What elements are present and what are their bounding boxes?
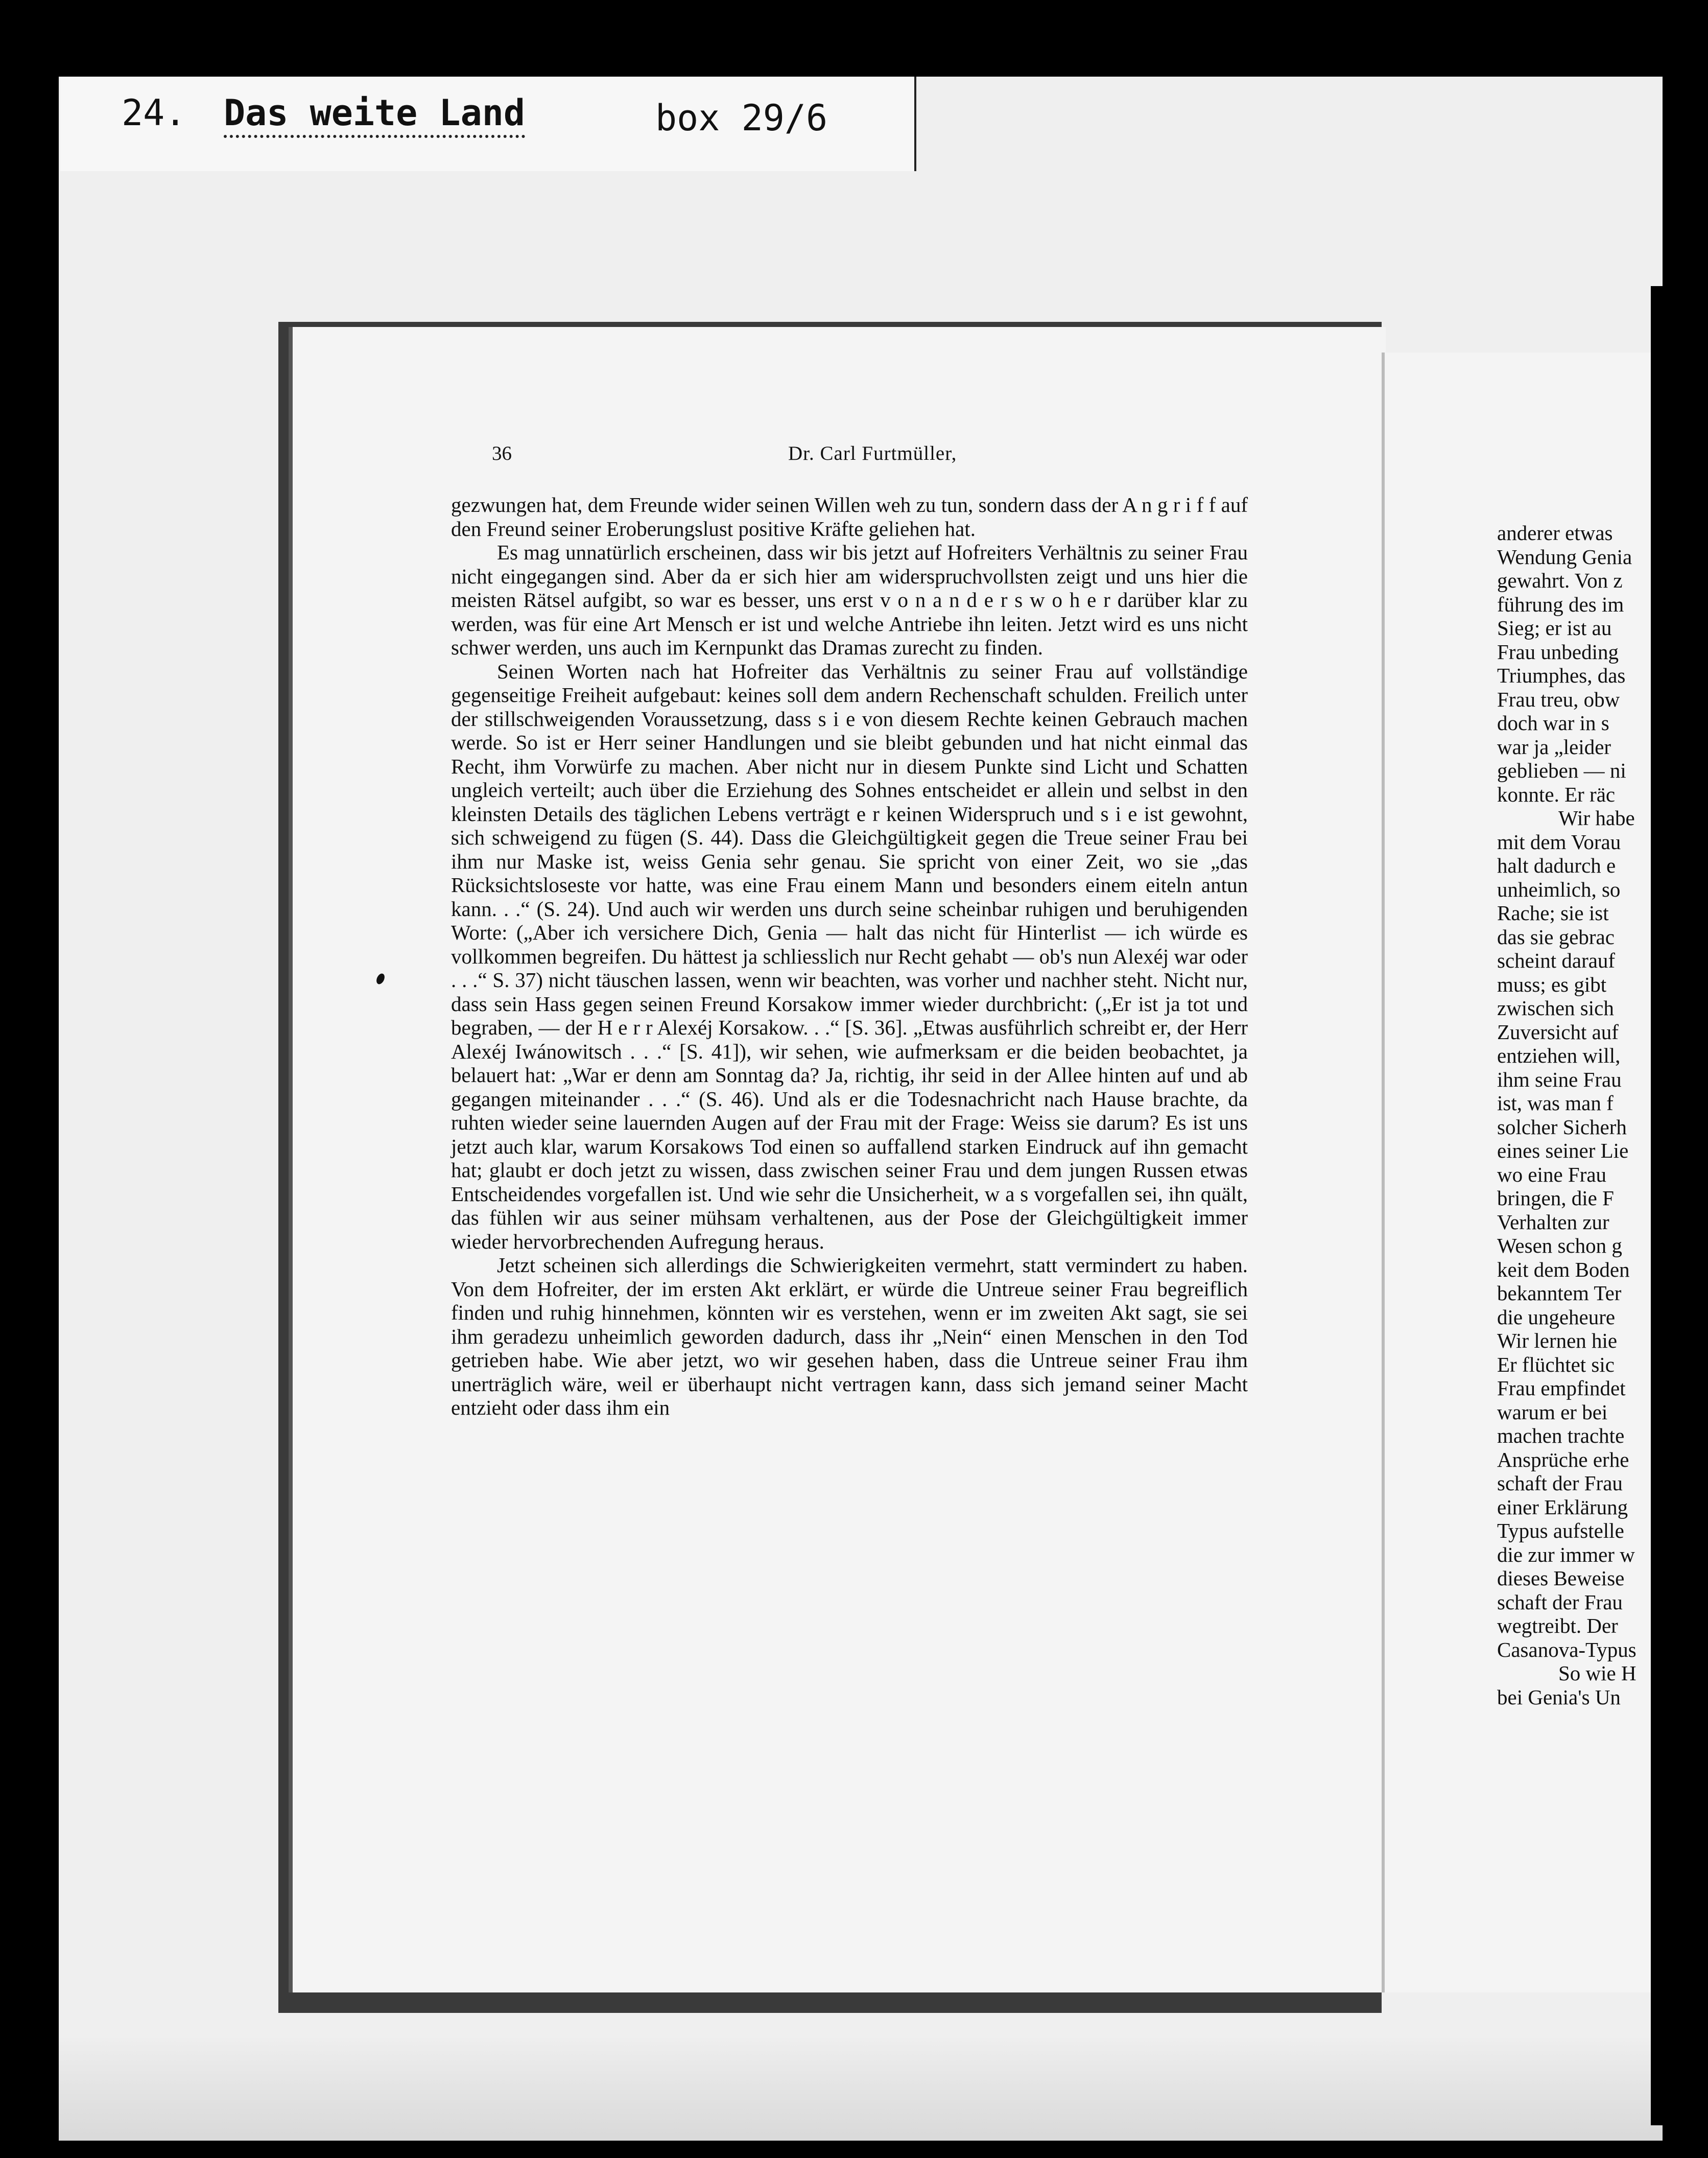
label-number: 24. bbox=[122, 92, 186, 134]
facing-page-line: Wesen schon g bbox=[1497, 1234, 1622, 1257]
facing-page-line: schaft der Frau bbox=[1497, 1471, 1623, 1495]
facing-page-line: halt dadurch e bbox=[1497, 854, 1616, 877]
facing-page-line: Er flüchtet sic bbox=[1497, 1352, 1615, 1376]
page-header bbox=[492, 442, 1391, 473]
film-edge bbox=[1651, 286, 1708, 2125]
facing-page-line: unheimlich, so bbox=[1497, 877, 1621, 901]
facing-page-line: war ja „leider bbox=[1497, 735, 1611, 759]
facing-page-line: machen trachte bbox=[1497, 1424, 1625, 1447]
facing-page-line: die zur immer w bbox=[1497, 1542, 1635, 1566]
facing-page-line: geblieben — ni bbox=[1497, 759, 1626, 782]
facing-page-line: eines seiner Lie bbox=[1497, 1139, 1629, 1162]
facing-page-line: solcher Sicherh bbox=[1497, 1115, 1627, 1139]
facing-page bbox=[1382, 353, 1655, 1992]
facing-page-line: zwischen sich bbox=[1497, 996, 1614, 1020]
facing-page-text bbox=[1497, 521, 1655, 1709]
paragraph: Seinen Worten nach hat Hofreiter das Verhältnis zu seiner Frau auf vollständige gegenseitige Freiheit aufgebaut: keines soll dem andern Rechenschaft schulden. Freilich unter der stillschweigenden Voraussetzung, dass s i e von diesem Rechte keinen Gebrauch machen werde. So ist er Herr seiner Handlungen und sie bleibt gebunden und hat nicht einmal das Recht, ihm Vorwürfe zu machen. Aber nicht nur in diesem Punkte sind Licht und Schatten ungleich verteilt; auch über die Erziehung des Sohnes entscheidet er allein und selbst in den kleinsten Details des täglichen Lebens verträgt e r keinen Widerspruch und s i e ist gewohnt, sich schweigend zu fügen (S. 44). Dass die Gleichgültigkeit gegen die Treue seiner Frau bei ihm nur Maske ist, weiss Genia sehr genau. Sie spricht von einer Zeit, wo sie „das Rücksichtsloseste vor hatte, was eine Frau einem Mann und besonders einem eiteln antun kann. . .“ (S. 24). Und auch wir werden uns durch seine scheinbar ruhigen und beruhigenden Worte: („Aber ich versichere Dich, Genia — halt das nicht für Hinterlist — ich würde es vollkommen begreifen. Du hättest ja schliesslich nur Recht gehabt — ob's nun Alexéj war oder . . .“ S. 37) nicht täuschen lassen, wenn wir beachten, was vorher und nachher steht. Nicht nur, dass sein Hass gegen seinen Freund Korsakow immer wieder durchbricht: („Er ist ja tot und begraben, — der H e r r Alexéj Korsakow. . .“ [S. 36]. „Etwas ausführlich schreibt er, der Herr Alexéj Iwánowitsch . . .“ [S. 41]), wir sehen, wie aufmerksam er die beiden beobachtet, ja belauert hat: „War er denn am Sonntag da? Ja, richtig, ihr seid in der Allee hinten auf und ab gegangen miteinander . . .“ (S. 46). Und als er die Todesnachricht nach Hause brachte, da ruhten wieder seine lauernden Augen auf der Frau mit der Frage: Weiss sie darum? Es ist uns jetzt auch klar, warum Korsakows Tod einen so auffallend starken Eindruck auf ihn gemacht hat; glaubt er doch jetzt zu wissen, dass zwischen seiner Frau und dem jungen Russen etwas Entscheidendes vorgefallen ist. Und wie sehr die Unsicherheit, w a s vorgefallen sei, ihn quält, das fühlen wir aus seiner mühsam verhaltenen, aus der Pose der Gleichgültigkeit immer wieder hervorbrechenden Aufregung heraus. bbox=[451, 659, 1248, 1253]
page-number: 36 bbox=[492, 442, 512, 464]
label-box: box 29/6 bbox=[655, 97, 828, 139]
sheet-bottom bbox=[59, 2038, 1663, 2141]
facing-page-line: entziehen will, bbox=[1497, 1044, 1621, 1067]
paragraph: Es mag unnatürlich erscheinen, dass wir bis jetzt auf Hofreiters Verhältnis zu seiner Frau nicht eingegangen sind. Aber da er sich hier am widerspruchvollsten zeigt und uns hier die meisten Rätsel aufgibt, so war es besser, uns erst v o n a n d e r s w o h e r darüber klar zu werden, was für eine Art Mensch er ist und welche Antriebe ihn leiten. Jetzt wird es uns nicht schwer werden, uns auch im Kernpunkt das Dramas zurecht zu finden. bbox=[451, 541, 1248, 659]
facing-page-line: Zuversicht auf bbox=[1497, 1020, 1619, 1044]
running-head: Dr. Carl Furtmüller, bbox=[788, 442, 957, 464]
facing-page-line: schaft der Frau bbox=[1497, 1590, 1623, 1614]
facing-page-line: Frau treu, obw bbox=[1497, 687, 1620, 711]
facing-page-line: warum er bei bbox=[1497, 1400, 1608, 1424]
facing-page-line: dieses Beweise bbox=[1497, 1566, 1625, 1590]
facing-page-line: So wie H bbox=[1558, 1661, 1636, 1685]
paragraph: Jetzt scheinen sich allerdings die Schwierigkeiten vermehrt, statt vermindert zu haben. Von dem Hofreiter, der im ersten Akt erklärt, er würde die Untreue seiner Frau begreiflich finden und ruhig hinnehmen, könnten wir es verstehen, wenn er im zweiten Akt sagt, sie sei ihm geradezu unheimlich geworden dadurch, dass ihr „Nein“ einen Menschen in den Tod getrieben habe. Wie aber jetzt, wo wir gesehen haben, dass die Untreue seiner Frau ihm unerträglich wäre, weil er überhaupt nicht vertragen kann, dass sich jemand seiner Macht entzieht oder dass ihm ein bbox=[451, 1253, 1248, 1419]
facing-page-line: Wir habe bbox=[1558, 806, 1635, 830]
facing-page-line: Frau unbeding bbox=[1497, 640, 1619, 664]
facing-page-line: Wendung Genia bbox=[1497, 545, 1632, 569]
facing-page-line: Frau empfindet bbox=[1497, 1376, 1626, 1400]
facing-page-line: Typus aufstelle bbox=[1497, 1519, 1624, 1542]
facing-page-line: ihm seine Frau bbox=[1497, 1067, 1622, 1091]
facing-page-line: ist, was man f bbox=[1497, 1091, 1614, 1115]
facing-page-line: doch war in s bbox=[1497, 711, 1609, 735]
facing-page-line: scheint darauf bbox=[1497, 949, 1616, 972]
label-title: Das weite Land bbox=[224, 92, 525, 138]
facing-page-line: gewahrt. Von z bbox=[1497, 569, 1623, 592]
article-body bbox=[451, 493, 1248, 1420]
facing-page-line: führung des im bbox=[1497, 592, 1624, 616]
facing-page-line: Ansprüche erhe bbox=[1497, 1447, 1629, 1471]
facing-page-line: wegtreibt. Der bbox=[1497, 1614, 1618, 1637]
facing-page-line: einer Erklärung bbox=[1497, 1495, 1628, 1519]
facing-page-line: wo eine Frau bbox=[1497, 1162, 1607, 1186]
facing-page-line: konnte. Er räc bbox=[1497, 782, 1616, 806]
facing-page-line: die ungeheure bbox=[1497, 1305, 1616, 1329]
facing-page-line: Verhalten zur bbox=[1497, 1210, 1609, 1234]
facing-page-line: bei Genia's Un bbox=[1497, 1685, 1621, 1709]
facing-page-line: bekanntem Ter bbox=[1497, 1281, 1622, 1305]
facing-page-line: mit dem Vorau bbox=[1497, 830, 1621, 854]
facing-page-line: muss; es gibt bbox=[1497, 972, 1607, 996]
paragraph: gezwungen hat, dem Freunde wider seinen Willen weh zu tun, sondern dass der A n g r i f f auf den Freund seiner Eroberungslust positive Kräfte geliehen hat. bbox=[451, 493, 1248, 541]
facing-page-line: das sie gebrac bbox=[1497, 925, 1615, 949]
facing-page-line: bringen, die F bbox=[1497, 1186, 1614, 1210]
facing-page-line: keit dem Boden bbox=[1497, 1257, 1630, 1281]
journal-page bbox=[289, 327, 1386, 1992]
facing-page-line: Sieg; er ist au bbox=[1497, 616, 1612, 640]
facing-page-line: Rache; sie ist bbox=[1497, 901, 1609, 925]
facing-page-line: Casanova-Typus bbox=[1497, 1637, 1636, 1661]
facing-page-line: Wir lernen hie bbox=[1497, 1329, 1618, 1352]
facing-page-line: anderer etwas bbox=[1497, 521, 1613, 545]
facing-page-line: Triumphes, das bbox=[1497, 664, 1626, 687]
archive-label bbox=[60, 77, 916, 171]
